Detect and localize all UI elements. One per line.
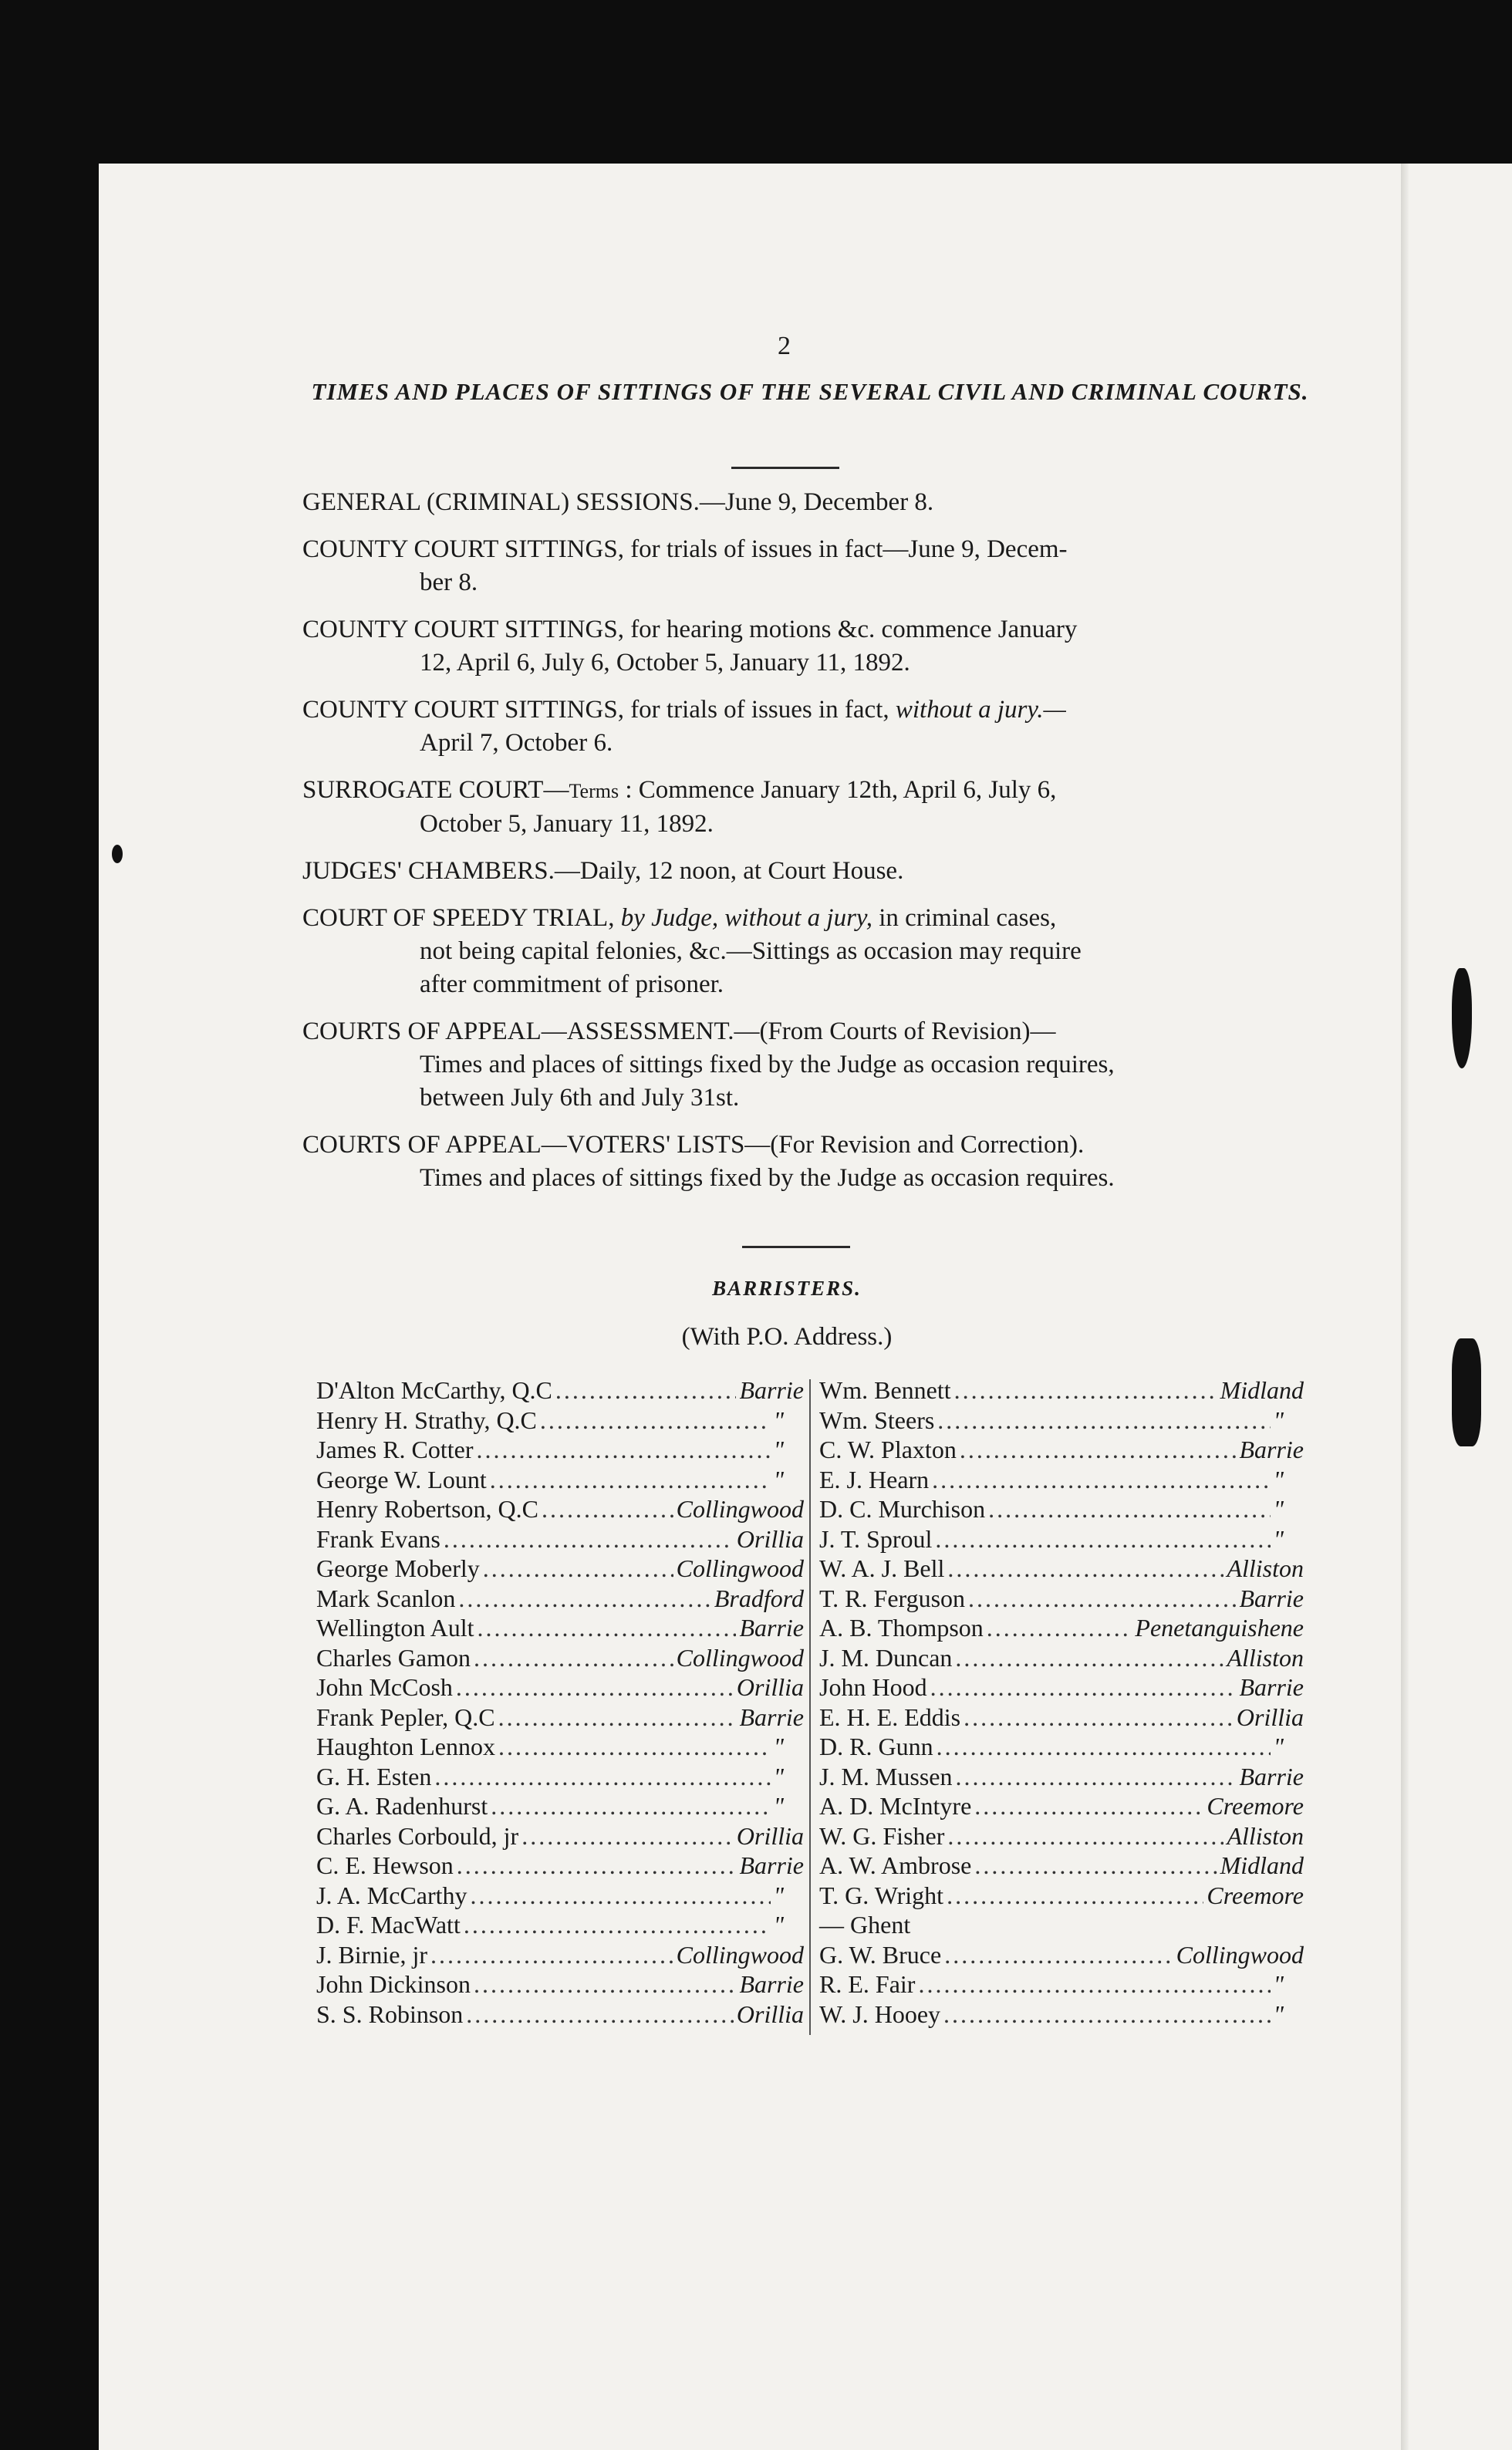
sitting-text: GENERAL (CRIMINAL) SESSIONS.—June 9, December 8. [302, 488, 934, 516]
barrister-address: Alliston [1227, 1554, 1304, 1582]
barrister-name: Haughton Lennox [316, 1733, 495, 1760]
barrister-name: S. S. Robinson [316, 1999, 464, 2028]
leader-dots [478, 1613, 737, 1643]
barrister-row [819, 1910, 1304, 1940]
barrister-name: Charles Gamon [316, 1643, 471, 1672]
leader-dots [937, 1732, 1271, 1762]
leader-dots [474, 1643, 673, 1673]
barrister-row [316, 1791, 804, 1821]
barrister-row [316, 1584, 804, 1614]
leader-dots [458, 1584, 710, 1614]
barrister-row [316, 1703, 804, 1733]
leader-dots [490, 1465, 771, 1495]
barrister-name: J. M. Duncan [819, 1643, 953, 1672]
barrister-row [316, 1732, 804, 1762]
barrister-address: " [773, 1733, 784, 1760]
barrister-address: Barrie [1239, 1436, 1304, 1463]
barrister-name: J. M. Mussen [819, 1762, 953, 1790]
sitting-text-rest: in criminal cases, [879, 904, 1057, 932]
barrister-address: " [773, 1406, 784, 1434]
barrister-name: C. E. Hewson [316, 1851, 454, 1879]
barrister-name: G. W. Bruce [819, 1940, 942, 1969]
barrister-address: " [1273, 1465, 1284, 1493]
barrister-address: " [773, 1762, 784, 1790]
barrister-address: Orillia [736, 1821, 804, 1850]
barrister-row [316, 1672, 804, 1703]
leader-dots [947, 1554, 1223, 1584]
barrister-row [819, 1969, 1304, 1999]
barrister-name: Frank Pepler, Q.C [316, 1703, 495, 1731]
barrister-row [819, 1524, 1304, 1554]
barrister-row [316, 1435, 804, 1465]
leader-dots [943, 1999, 1271, 2030]
sitting-continuation: after commitment of prisoner. [420, 970, 724, 998]
barrister-address: Barrie [1239, 1673, 1304, 1701]
barrister-row [316, 1910, 804, 1940]
barrister-address: Orillia [736, 1673, 804, 1701]
sitting-entry [302, 774, 1291, 841]
barrister-name: Wm. Steers [819, 1406, 935, 1434]
leader-dots [456, 1672, 734, 1703]
barrister-name: D. F. MacWatt [316, 1911, 461, 1939]
barrister-address: Barrie [739, 1851, 804, 1879]
leader-dots [988, 1494, 1270, 1524]
leader-dots [483, 1554, 673, 1584]
sitting-continuation: Times and places of sittings fixed by the Judge as occasion requires, [420, 1051, 1115, 1078]
barristers-right-column [819, 1375, 1304, 2029]
barristers-left-column [316, 1375, 804, 2029]
leader-dots [498, 1732, 771, 1762]
leader-dots [466, 1999, 734, 2030]
barrister-row [819, 1703, 1304, 1733]
sitting-text: COUNTY COURT SITTINGS, for trials of issues in fact—June 9, Decem- [302, 535, 1068, 563]
barrister-row [819, 1406, 1304, 1436]
barrister-name: Henry H. Strathy, Q.C [316, 1406, 537, 1434]
sitting-text-rest: : Commence January 12th, April 6, July 6, [625, 776, 1057, 804]
leader-dots [918, 1969, 1270, 1999]
barrister-row [819, 1375, 1304, 1406]
barrister-row [819, 1940, 1304, 1970]
barrister-row [316, 1821, 804, 1851]
barrister-name: D. R. Gunn [819, 1733, 933, 1760]
barrister-row [316, 1762, 804, 1792]
barrister-address: Orillia [736, 1999, 804, 2028]
barrister-name: W. G. Fisher [819, 1821, 945, 1850]
barrister-address: Collingwood [676, 1554, 804, 1582]
sitting-text: SURROGATE COURT— [302, 776, 569, 804]
barrister-name: John McCosh [316, 1673, 453, 1701]
leader-dots [974, 1791, 1203, 1821]
sitting-text: COURT OF SPEEDY TRIAL, [302, 904, 615, 932]
barristers-heading: BARRISTERS. [712, 1277, 862, 1300]
leader-dots [540, 1406, 771, 1436]
divider-rule [731, 467, 839, 469]
sitting-text: COUNTY COURT SITTINGS, for hearing motions &c. commence January [302, 616, 1078, 643]
leader-dots [947, 1881, 1203, 1911]
leader-dots [464, 1910, 771, 1940]
barrister-name: John Hood [819, 1673, 927, 1701]
leader-dots [932, 1465, 1270, 1495]
sitting-continuation: Times and places of sittings fixed by the Judge as occasion requires. [420, 1164, 1115, 1192]
barrister-name: James R. Cotter [316, 1436, 474, 1463]
barrister-name: A. D. McIntyre [819, 1792, 972, 1820]
sitting-continuation: not being capital felonies, &c.—Sittings as occasion may require [420, 937, 1082, 965]
barrister-address: Collingwood [676, 1940, 804, 1969]
barrister-row [316, 1406, 804, 1436]
barrister-address: " [773, 1792, 784, 1820]
sitting-entry [302, 613, 1291, 680]
page-gutter [1401, 164, 1409, 2450]
barrister-name: A. W. Ambrose [819, 1851, 972, 1879]
barrister-row [819, 1643, 1304, 1673]
sitting-entry [302, 486, 1291, 519]
sitting-italic-text: without a jury.— [895, 696, 1066, 724]
barrister-name: Charles Corbould, jr [316, 1821, 519, 1850]
barrister-address: Alliston [1227, 1643, 1304, 1672]
barrister-row [819, 1791, 1304, 1821]
sitting-entry [302, 1015, 1291, 1115]
barrister-name: Frank Evans [316, 1524, 440, 1553]
barrister-address: " [773, 1911, 784, 1939]
barrister-row [819, 1465, 1304, 1495]
divider-rule [742, 1246, 850, 1248]
leader-dots [457, 1851, 737, 1881]
leader-dots [498, 1703, 737, 1733]
barrister-row [819, 1999, 1304, 2030]
barrister-name: W. A. J. Bell [819, 1554, 945, 1582]
barrister-row [819, 1613, 1304, 1643]
leader-dots [974, 1851, 1217, 1881]
barrister-row [819, 1435, 1304, 1465]
barrister-row [819, 1881, 1304, 1911]
barrister-address: " [1273, 1970, 1284, 1998]
barrister-address: " [1273, 1406, 1284, 1434]
barrister-row [819, 1584, 1304, 1614]
barrister-address: " [1273, 1495, 1284, 1523]
leader-dots [964, 1703, 1234, 1733]
barrister-row [316, 1375, 804, 1406]
column-divider [809, 1379, 811, 2035]
sitting-italic-text: by Judge, without a jury, [620, 904, 873, 932]
sitting-continuation: April 7, October 6. [420, 729, 613, 757]
barrister-name: C. W. Plaxton [819, 1436, 957, 1463]
barrister-address: Barrie [1239, 1762, 1304, 1790]
barrister-name: George W. Lount [316, 1465, 487, 1493]
leader-dots [471, 1881, 771, 1911]
barrister-name: J. A. McCarthy [316, 1881, 467, 1909]
page-title: TIMES AND PLACES OF SITTINGS OF THE SEVERAL CIVIL AND CRIMINAL COURTS. [311, 378, 1309, 405]
barrister-address: Bradford [714, 1584, 804, 1612]
sitting-entry [302, 533, 1291, 599]
barrister-name: E. J. Hearn [819, 1465, 930, 1493]
sittings-list [302, 486, 1291, 1209]
barristers-subheading: (With P.O. Address.) [681, 1323, 893, 1351]
leader-dots [987, 1613, 1132, 1643]
barrister-address: Orillia [736, 1524, 804, 1553]
ink-blot [112, 845, 123, 863]
barrister-name: D. C. Murchison [819, 1495, 986, 1523]
barrister-address: Collingwood [676, 1643, 804, 1672]
barrister-row [819, 1672, 1304, 1703]
barrister-row [819, 1762, 1304, 1792]
barrister-address: Creemore [1207, 1792, 1304, 1820]
barrister-row [316, 1643, 804, 1673]
leader-dots [947, 1821, 1223, 1851]
barrister-address: Barrie [739, 1614, 804, 1642]
sitting-text: COURTS OF APPEAL—VOTERS' LISTS—(For Revision and Correction). [302, 1131, 1085, 1159]
barrister-row [316, 1969, 804, 1999]
barrister-row [316, 1851, 804, 1881]
barrister-row [819, 1732, 1304, 1762]
leader-dots [477, 1435, 771, 1465]
barrister-row [316, 1940, 804, 1970]
barrister-name: Wm. Bennett [819, 1376, 951, 1404]
leader-dots [955, 1643, 1223, 1673]
barrister-row [316, 1524, 804, 1554]
barrister-address: Barrie [739, 1703, 804, 1731]
barrister-name: W. J. Hooey [819, 1999, 941, 2028]
barrister-row [316, 1465, 804, 1495]
leader-dots [542, 1494, 673, 1524]
leader-dots [444, 1524, 734, 1554]
barrister-row [819, 1494, 1304, 1524]
sitting-entry [302, 1129, 1291, 1195]
barrister-row [316, 1613, 804, 1643]
sitting-entry [302, 902, 1291, 1001]
barrister-address: Collingwood [1176, 1940, 1304, 1969]
sitting-entry [302, 693, 1291, 760]
sitting-text: COUNTY COURT SITTINGS, for trials of issues in fact, [302, 696, 889, 724]
leader-dots [930, 1672, 1237, 1703]
barrister-name: G. H. Esten [316, 1762, 432, 1790]
leader-dots [521, 1821, 734, 1851]
sitting-text: JUDGES' CHAMBERS.—Daily, 12 noon, at Court House. [302, 857, 904, 885]
sitting-entry [302, 855, 1291, 888]
barrister-address: Orillia [1236, 1703, 1304, 1731]
barrister-name: George Moberly [316, 1554, 480, 1582]
barrister-address: Barrie [1239, 1584, 1304, 1612]
barrister-address: Midland [1220, 1851, 1304, 1879]
leader-dots [555, 1375, 737, 1406]
barrister-address: Collingwood [676, 1495, 804, 1523]
barrister-row [819, 1851, 1304, 1881]
barrister-name: J. T. Sproul [819, 1524, 933, 1553]
barrister-row [316, 1999, 804, 2030]
ink-blot [1452, 968, 1472, 1068]
barrister-name: R. E. Fair [819, 1970, 916, 1998]
leader-dots [430, 1940, 673, 1970]
barrister-row [819, 1554, 1304, 1584]
barrister-address: " [773, 1436, 784, 1463]
sitting-continuation: between July 6th and July 31st. [420, 1084, 740, 1112]
barrister-address: Penetanguishene [1135, 1614, 1304, 1642]
sitting-continuation: ber 8. [420, 569, 478, 596]
barrister-address: " [1273, 1733, 1284, 1760]
barrister-address: " [1273, 1524, 1284, 1553]
barrister-address: " [773, 1465, 784, 1493]
barrister-name: D'Alton McCarthy, Q.C [316, 1376, 552, 1404]
barrister-name: G. A. Radenhurst [316, 1792, 488, 1820]
barrister-address: Barrie [739, 1376, 804, 1404]
barrister-name: J. Birnie, jr [316, 1940, 427, 1969]
leader-dots [968, 1584, 1236, 1614]
leader-dots [944, 1940, 1173, 1970]
leader-dots [954, 1375, 1217, 1406]
barrister-address: Barrie [739, 1970, 804, 1998]
barrister-name: T. R. Ferguson [819, 1584, 966, 1612]
leader-dots [955, 1762, 1236, 1792]
page-number: 2 [778, 332, 791, 360]
sitting-text: COURTS OF APPEAL—ASSESSMENT.—(From Courts of Revision)— [302, 1017, 1056, 1045]
leader-dots [937, 1406, 1270, 1436]
barrister-name: — Ghent [819, 1911, 911, 1939]
barrister-name: Wellington Ault [316, 1614, 474, 1642]
barrister-address: Creemore [1207, 1881, 1304, 1909]
sitting-terms-label: Terms [569, 780, 619, 802]
ink-blot [1452, 1338, 1481, 1446]
barrister-name: Henry Robertson, Q.C [316, 1495, 538, 1523]
barrister-row [316, 1554, 804, 1584]
barrister-address: " [773, 1881, 784, 1909]
barrister-row [316, 1881, 804, 1911]
barrister-name: E. H. E. Eddis [819, 1703, 961, 1731]
barrister-address: Midland [1220, 1376, 1304, 1404]
leader-dots [474, 1969, 736, 1999]
barrister-address: " [1273, 1999, 1284, 2028]
barrister-name: A. B. Thompson [819, 1614, 984, 1642]
leader-dots [960, 1435, 1237, 1465]
barrister-address: Alliston [1227, 1821, 1304, 1850]
sitting-continuation: October 5, January 11, 1892. [420, 810, 714, 838]
barrister-row [819, 1821, 1304, 1851]
barrister-row [316, 1494, 804, 1524]
barrister-name: T. G. Wright [819, 1881, 944, 1909]
sitting-continuation: 12, April 6, July 6, October 5, January 11, 1892. [420, 649, 910, 677]
barrister-name: Mark Scanlon [316, 1584, 456, 1612]
leader-dots [935, 1524, 1270, 1554]
barrister-name: John Dickinson [316, 1970, 471, 1998]
leader-dots [491, 1791, 770, 1821]
leader-dots [434, 1762, 770, 1792]
